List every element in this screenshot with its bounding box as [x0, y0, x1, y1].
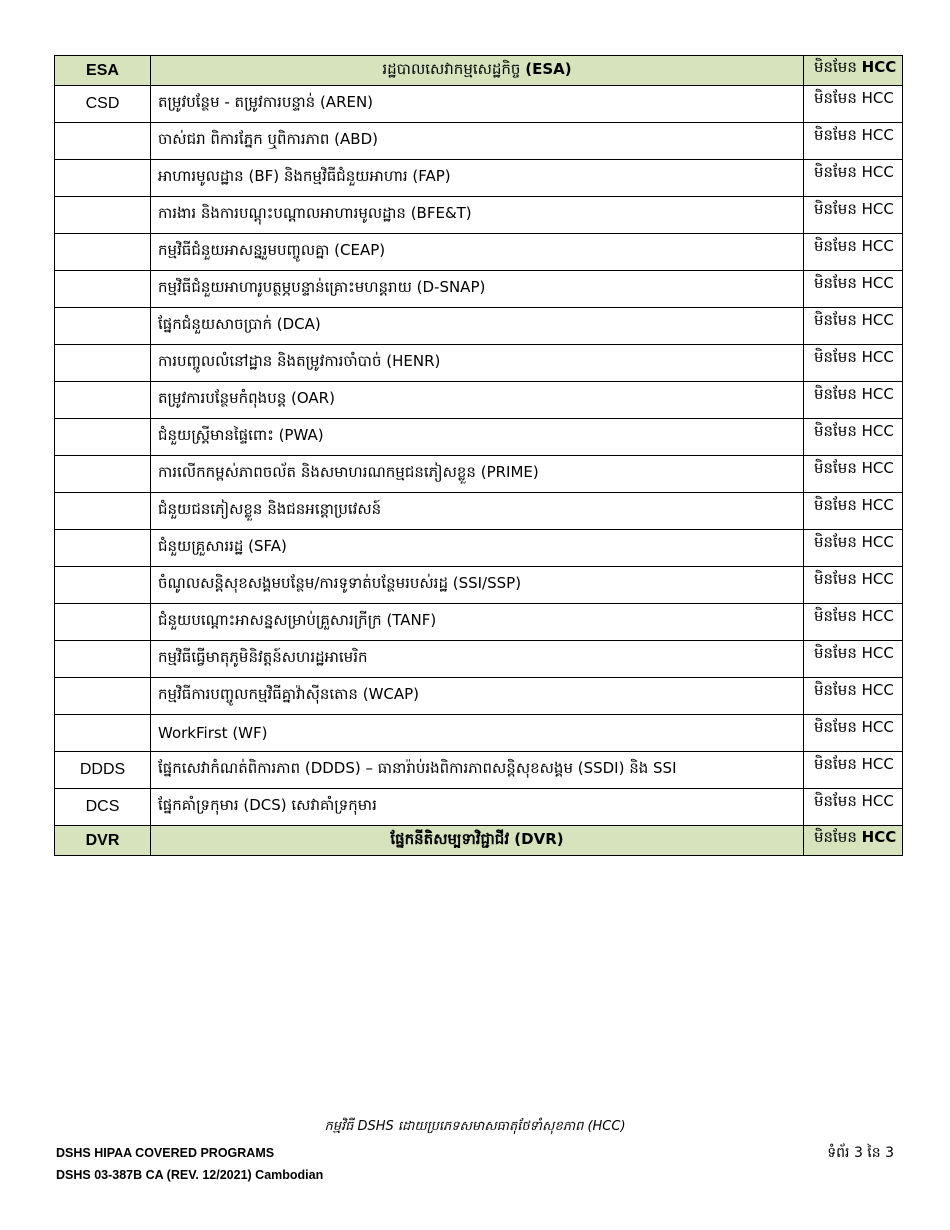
table-row — [55, 493, 903, 530]
table-row — [55, 123, 903, 160]
row-code — [55, 382, 151, 419]
table-row — [55, 752, 903, 789]
header-program — [151, 56, 804, 86]
row-program: ជំនួយបណ្តោះអាសន្នសម្រាប់គ្រួសារក្រីក្រ (TANF) — [151, 604, 804, 641]
row-program: ផ្នែកសេវាកំណត់ពិការភាព (DDDS) – ធានារ៉ាប់រងពិការភាពសន្តិសុខសង្គម (SSDI) និង SSI — [151, 752, 804, 789]
row-hcc-status: មិនមែន HCC — [804, 789, 903, 826]
row-hcc-status: មិនមែន HCC — [804, 604, 903, 641]
row-program: ជំនួយគ្រួសាររដ្ឋ (SFA) — [151, 530, 804, 567]
table-row-dvr — [55, 826, 903, 856]
row-program: កម្មវិធីការបញ្ចូលកម្មវិធីគ្នាវ៉ាស៊ីនតោន (WCAP) — [151, 678, 804, 715]
row-code — [55, 641, 151, 678]
programs-table — [54, 55, 903, 856]
row-code — [55, 308, 151, 345]
table-row — [55, 419, 903, 456]
row-program: តម្រូវការបន្ថែមកំពុងបន្ត (OAR) — [151, 382, 804, 419]
row-program: កម្មវិធីជំនួយអាហារូបត្ថម្ភបន្ទាន់គ្រោះមហន្តរាយ (D-SNAP) — [151, 271, 804, 308]
row-hcc-status: មិនមែន HCC — [804, 308, 903, 345]
row-code — [55, 271, 151, 308]
row-code: DDDS — [55, 752, 151, 789]
row-program: អាហារមូលដ្ឋាន (BF) និងកម្មវិធីជំនួយអាហារ (FAP) — [151, 160, 804, 197]
row-program: ជំនួយស្ត្រីមានផ្ទៃពោះ (PWA) — [151, 419, 804, 456]
dvr-hcc-label: HCC — [861, 828, 897, 846]
row-program: WorkFirst (WF) — [151, 715, 804, 752]
row-code — [55, 234, 151, 271]
row-code — [55, 419, 151, 456]
table-row — [55, 789, 903, 826]
row-hcc-status: មិនមែន HCC — [804, 86, 903, 123]
dvr-program: ផ្នែកនីតិសម្បទាវិជ្ជាជីវ (DVR) — [151, 826, 804, 856]
row-hcc-status: មិនមែន HCC — [804, 160, 903, 197]
row-program: កម្មវិធីធ្វើមាតុភូមិនិវត្តន៍សហរដ្ឋអាមេរិក — [151, 641, 804, 678]
row-hcc-status: មិនមែន HCC — [804, 641, 903, 678]
table-header-row — [55, 56, 903, 86]
table-row — [55, 160, 903, 197]
row-code: CSD — [55, 86, 151, 123]
row-program: ចំណូលសន្តិសុខសង្គមបន្ថែម/ការទូទាត់បន្ថែមរបស់រដ្ឋ (SSI/SSP) — [151, 567, 804, 604]
row-program: ជំនួយជនភៀសខ្លួន និងជនអន្តោប្រវេសន៍ — [151, 493, 804, 530]
row-hcc-status: មិនមែន HCC — [804, 752, 903, 789]
row-hcc-status: មិនមែន HCC — [804, 678, 903, 715]
table-row — [55, 308, 903, 345]
row-code: DCS — [55, 789, 151, 826]
row-program: តម្រូវបន្ថែម - តម្រូវការបន្ទាន់ (AREN) — [151, 86, 804, 123]
header-program-code: (ESA) — [525, 59, 572, 78]
row-code — [55, 604, 151, 641]
row-hcc-status: មិនមែន HCC — [804, 382, 903, 419]
row-code — [55, 530, 151, 567]
row-code — [55, 345, 151, 382]
row-hcc-status: មិនមែន HCC — [804, 345, 903, 382]
row-code — [55, 160, 151, 197]
row-hcc-status: មិនមែន HCC — [804, 197, 903, 234]
footer-title: កម្មវិធី DSHS ដោយប្រភេទសមាសធាតុថែទាំសុខភាព (HCC) — [324, 1119, 626, 1134]
row-hcc-status: មិនមែន HCC — [804, 530, 903, 567]
row-code — [55, 715, 151, 752]
table-row — [55, 86, 903, 123]
row-code — [55, 678, 151, 715]
row-program: កម្មវិធីជំនួយអាសន្នរួមបញ្ចូលគ្នា (CEAP) — [151, 234, 804, 271]
row-hcc-status: មិនមែន HCC — [804, 123, 903, 160]
row-hcc-status: មិនមែន HCC — [804, 456, 903, 493]
table-row — [55, 678, 903, 715]
row-code — [55, 493, 151, 530]
header-hcc — [804, 56, 903, 86]
table-row — [55, 567, 903, 604]
table-row — [55, 197, 903, 234]
table-row — [55, 530, 903, 567]
row-code — [55, 123, 151, 160]
row-hcc-status: មិនមែន HCC — [804, 271, 903, 308]
row-program: ផ្នែកគាំទ្រកុមារ (DCS) សេវាគាំទ្រកុមារ — [151, 789, 804, 826]
row-program: ចាស់ជរា ពិការភ្នែក ឬពិការភាព (ABD) — [151, 123, 804, 160]
header-hcc-prefix: មិនមែន — [814, 58, 857, 76]
table-row — [55, 641, 903, 678]
dvr-code: DVR — [55, 826, 151, 856]
row-hcc-status: មិនមែន HCC — [804, 234, 903, 271]
dvr-hcc — [804, 826, 903, 856]
footer-form-number: DSHS 03-387B CA (REV. 12/2021) Cambodian — [56, 1168, 324, 1182]
row-hcc-status: មិនមែន HCC — [804, 419, 903, 456]
footer-program-line: DSHS HIPAA COVERED PROGRAMS — [56, 1146, 275, 1160]
row-code — [55, 567, 151, 604]
dvr-hcc-prefix: មិនមែន — [814, 828, 857, 846]
header-code: ESA — [55, 56, 151, 86]
row-program: ផ្នែកជំនួយសាចប្រាក់ (DCA) — [151, 308, 804, 345]
table-row — [55, 715, 903, 752]
table-row — [55, 345, 903, 382]
row-code — [55, 197, 151, 234]
table-row — [55, 456, 903, 493]
row-hcc-status: មិនមែន HCC — [804, 493, 903, 530]
row-code — [55, 456, 151, 493]
table-row — [55, 604, 903, 641]
row-program: ការលើកកម្ពស់ភាពចល័ត និងសមាហរណកម្មជនភៀសខ្លួន (PRIME) — [151, 456, 804, 493]
row-hcc-status: មិនមែន HCC — [804, 567, 903, 604]
page-number: ទំព័រ 3 នៃ 3 — [827, 1145, 894, 1161]
row-program: ការងារ និងការបណ្តុះបណ្តាលអាហារមូលដ្ឋាន (BFE&T) — [151, 197, 804, 234]
row-program: ការបញ្ចូលលំនៅដ្ឋាន និងតម្រូវការចាំបាច់ (HENR) — [151, 345, 804, 382]
table-row — [55, 234, 903, 271]
header-hcc-label: HCC — [861, 58, 897, 76]
table-row — [55, 271, 903, 308]
row-hcc-status: មិនមែន HCC — [804, 715, 903, 752]
header-program-label: រដ្ឋបាលសេវាកម្មសេដ្ឋកិច្ច — [382, 59, 521, 78]
table-row — [55, 382, 903, 419]
